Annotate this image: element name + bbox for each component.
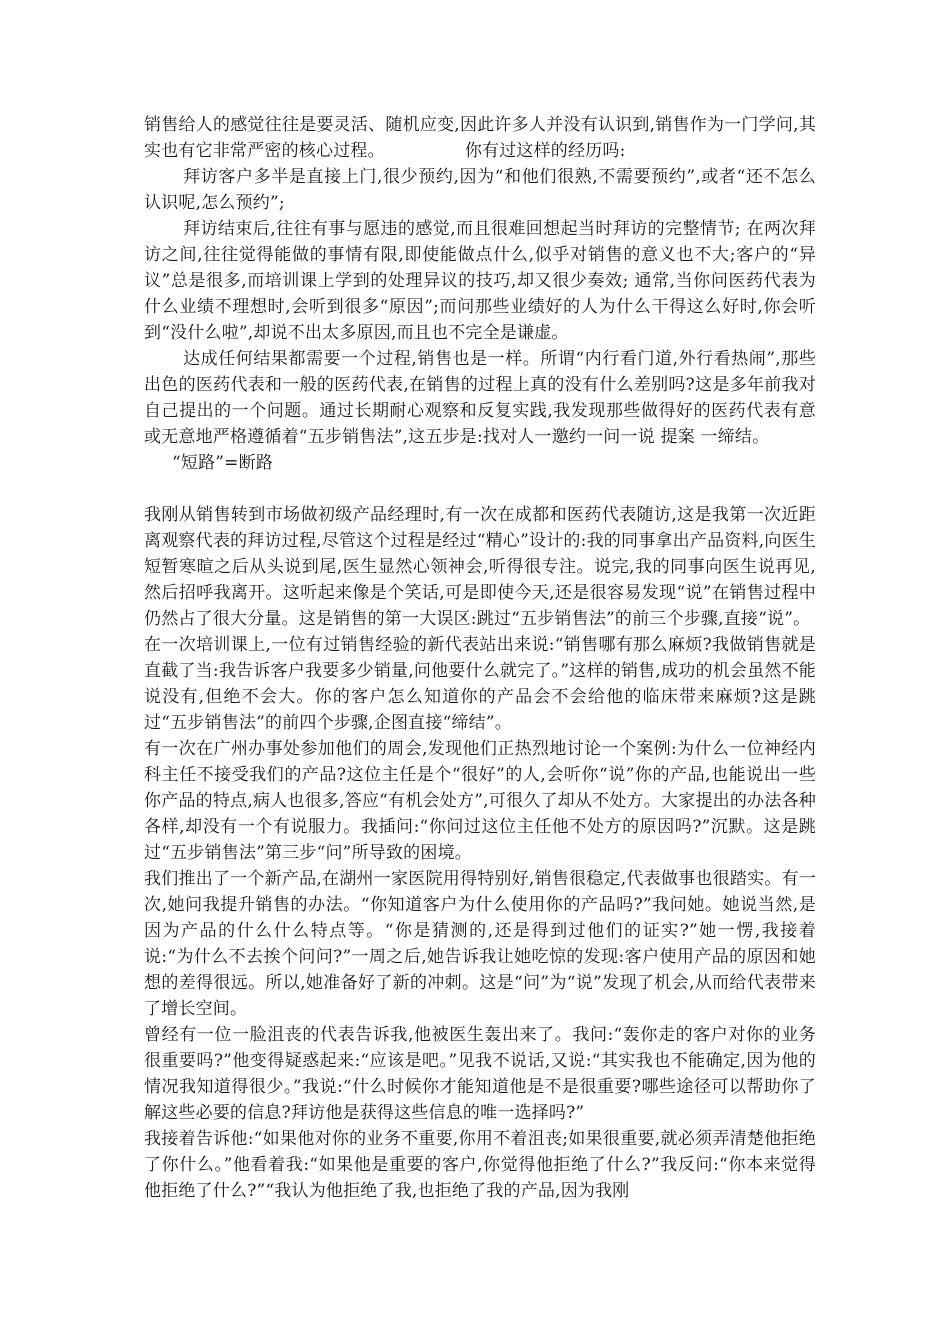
document-body (144, 112, 816, 1204)
paragraph-story-2: 在一次培训课上,一位有过销售经验的新代表站出来说:“销售哪有那么麻烦?我做销售就是直截了当:我告诉客户我要多少销量,问他要什么就完了。”这样的销售,成功的机会虽然不能说没有,但绝不会大。你的客户怎么知道你的产品会不会给他的临床带来麻烦?这是跳过“五步销售法”的前四个步骤,企图直接“缔结”。 (144, 635, 816, 733)
paragraph-visit-2: 拜访结束后,往往有事与愿违的感觉,而且很难回想起当时拜访的完整情节; 在两次拜访之间,往往觉得能做的事情有限,即使能做点什么,似乎对销售的意义也不大;客户的“异议”总是很多,而培训课上学到的处理异议的技巧,却又很少奏效; 通常,当你问医药代表为什么业绩不理想时,会听到很多“原因”;而问那些业绩好的人为什么干得这么好时,你会听到“没什么啦”,却说不出太多原因,而且也不完全是谦虚。 (144, 219, 816, 343)
paragraph-story-1: 我刚从销售转到市场做初级产品经理时,有一次在成都和医药代表随访,这是我第一次近距离观察代表的拜访过程,尽管这个过程是经过“精心”设计的:我的同事拿出产品资料,向医生短暂寒暄之后从头说到尾,医生显然心领神会,听得很专注。说完,我的同事向医生说再见,然后招呼我离开。这听起来像是个笑话,可是即使今天,还是很容易发现“说”在销售过程中仍然占了很大分量。这是销售的第一大误区:跳过“五步销售法”的前三个步骤,直接“说”。 (144, 505, 816, 629)
paragraph-story-6: 我接着告诉他:“如果他对你的业务不重要,你用不着沮丧;如果很重要,就必须弄清楚他拒绝了你什么。”他看着我:“如果他是重要的客户,你觉得他拒绝了什么?”我反问:“你本来觉得他拒绝了什么?”“我认为他拒绝了我,也拒绝了我的产品,因为我刚 (144, 1129, 816, 1201)
intro-paragraph (144, 112, 816, 164)
intro-line: 销售给人的感觉往往是要灵活、随机应变,因此许多人并没有认识到,销售作为一门学问,其实也有它非常严密的核心过程。 (144, 115, 816, 161)
paragraph-visit-1: 拜访客户多半是直接上门,很少预约,因为“和他们很熟,不需要预约”,或者“还不怎么认识呢,怎么预约”; (144, 167, 816, 213)
paragraph-story-4: 我们推出了一个新产品,在湖州一家医院用得特别好,销售很稳定,代表做事也很踏实。有一次,她问我提升销售的办法。“你知道客户为什么使用你的产品吗?”我问她。她说当然,是因为产品的什么什么特点等。“你是猜测的,还是得到过他们的证实?”她一愣,我接着说:“为什么不去挨个问问?”一周之后,她告诉我让她吃惊的发现:客户使用产品的原因和她想的差得很远。所以,她准备好了新的冲刺。这是“问”为“说”发现了机会,从而给代表带来了增长空间。 (144, 869, 816, 1019)
intro-question: 你有过这样的经历吗: (464, 141, 626, 161)
blank-line (144, 476, 816, 502)
paragraph-process: 达成任何结果都需要一个过程,销售也是一样。所谓“内行看门道,外行看热闹”,那些出色的医药代表和一般的医药代表,在销售的过程上真的没有什么差别吗?这是多年前我对自己提出的一个问题。通过长期耐心观察和反复实践,我发现那些做得好的医药代表有意或无意地严格遵循着“五步销售法”,这五步是:找对人一邀约一问一说 提案 一缔结。 (144, 349, 816, 447)
section-heading: “短路”=断路 (172, 453, 274, 473)
paragraph-story-5: 曾经有一位一脸沮丧的代表告诉我,他被医生轰出来了。我问:“轰你走的客户对你的业务很重要吗?”他变得疑惑起来:“应该是吧。”见我不说话,又说:“其实我也不能确定,因为他的情况我知道得很少。”我说:“什么时候你才能知道他是不是很重要?哪些途径可以帮助你了解这些必要的信息?拜访他是获得这些信息的唯一选择吗?” (144, 1025, 816, 1123)
paragraph-story-3: 有一次在广州办事处参加他们的周会,发现他们正热烈地讨论一个案例:为什么一位神经内科主任不接受我们的产品?这位主任是个“很好”的人,会听你“说”你的产品,也能说出一些你产品的特点,病人也很多,答应“有机会处方”,可很久了却从不处方。大家提出的办法各种各样,却没有一个有说服力。我插问:“你问过这位主任他不处方的原因吗?”沉默。这是跳过“五步销售法”第三步“问”所导致的困境。 (144, 739, 816, 863)
